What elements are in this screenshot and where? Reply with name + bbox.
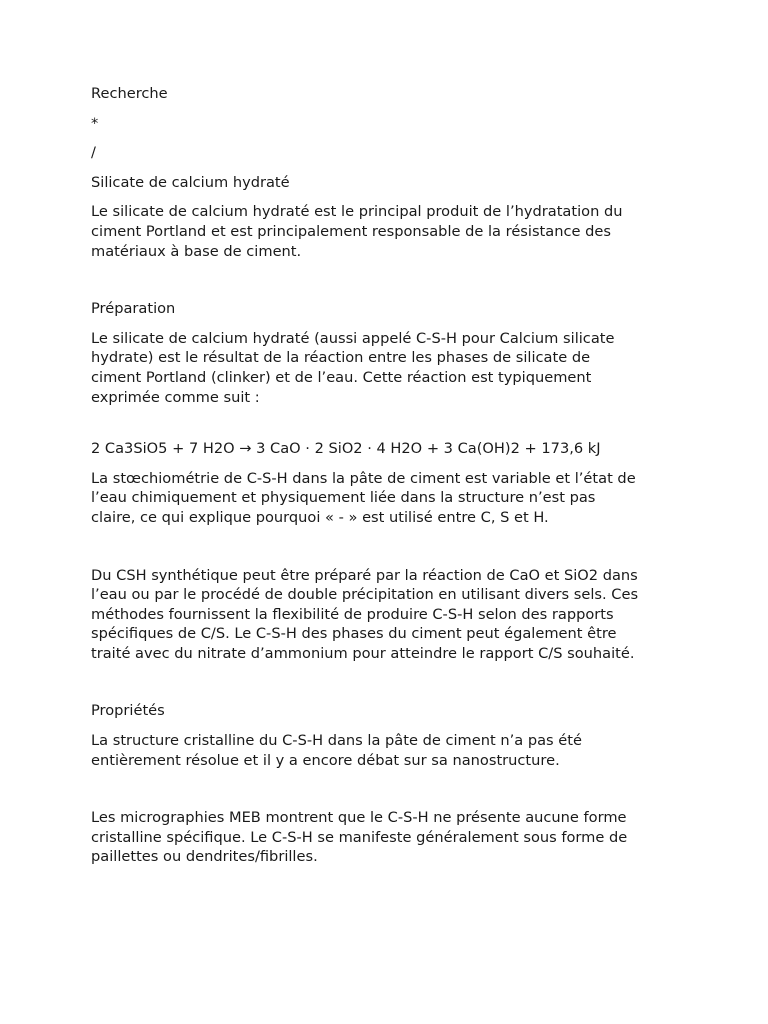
doc-title: Silicate de calcium hydraté xyxy=(91,173,290,191)
properties-paragraph-2: Les micrographies MEB montrent que le C-S-H ne présente aucune forme cristalline spécifique. Le C-S-H se manifeste généralement sous forme de paillettes ou dendrites/fibrilles. xyxy=(91,809,628,866)
intro-paragraph: Le silicate de calcium hydraté est le principal produit de l’hydratation du ciment Portland et est principalement responsable de la résistance des matériaux à base de ciment. xyxy=(91,203,623,260)
spacer xyxy=(91,271,681,299)
spacer xyxy=(91,417,681,439)
preparation-paragraph-1: Le silicate de calcium hydraté (aussi appelé C-S-H pour Calcium silicate hydrate) est le résultat de la réaction entre les phases de silicate de ciment Portland (clinker) et de l’eau. Cette réaction est typiquement exprimée comme suit : xyxy=(91,329,615,406)
properties-paragraph-1: La structure cristalline du C-S-H dans la pâte de ciment n’a pas été entièrement résolue et il y a encore débat sur sa nanostructure. xyxy=(91,732,582,769)
section-heading-preparation: Préparation xyxy=(91,300,176,318)
document-page xyxy=(91,84,681,877)
spacer xyxy=(91,538,681,566)
preparation-paragraph-3: Du CSH synthétique peut être préparé par la réaction de CaO et SiO2 dans l’eau ou par le procédé de double précipitation en utilisant divers sels. Ces méthodes fournissent la flexibilité de produire C-S-H selon des rapports spécifiques de C/S. Le C-S-H des phases du ciment peut également être traité avec du nitrate d’ammonium pour atteindre le rapport C/S souhaité. xyxy=(91,566,639,662)
separator-slash: / xyxy=(91,144,96,162)
section-heading-properties: Propriétés xyxy=(91,702,165,720)
separator-asterisk: * xyxy=(91,114,99,132)
spacer xyxy=(91,780,681,808)
preparation-paragraph-2: La stœchiométrie de C-S-H dans la pâte de ciment est variable et l’état de l’eau chimiquement et physiquement liée dans la structure n’est pas claire, ce qui explique pourquoi « - » est utilisé entre C, S et H. xyxy=(91,469,636,526)
doc-header: Recherche xyxy=(91,85,168,102)
spacer xyxy=(91,673,681,701)
reaction-equation: 2 Ca3SiO5 + 7 H2O → 3 CaO · 2 SiO2 · 4 H2O + 3 Ca(OH)2 + 173,6 kJ xyxy=(91,440,601,458)
